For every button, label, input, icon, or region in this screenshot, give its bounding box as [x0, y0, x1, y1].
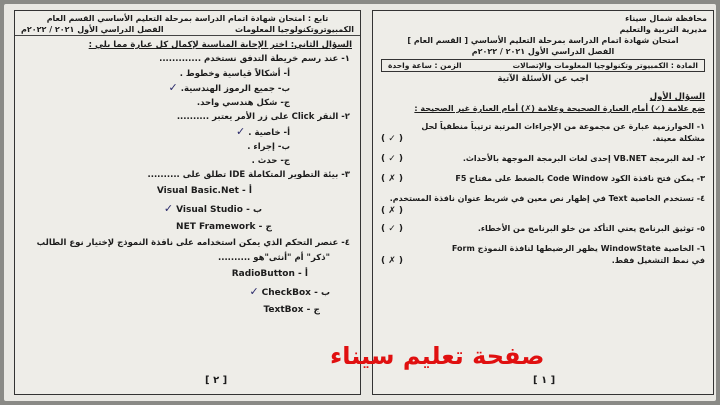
- q2-3-option-b: ✓ Visual Studio - ب: [163, 202, 262, 215]
- statement-3: ٣- يمكن فتح نافذة الكود Code Window بالضغط على مفتاح F5 ( ✗ ): [381, 174, 705, 184]
- watermark-text: صفحة تعليم سيناء: [330, 342, 545, 370]
- statement-6: ٦- الخاصية WindowState يظهر الرضيطها لنافذة النموذج Form: [451, 244, 705, 253]
- answer-4: ( ✗ ): [381, 206, 404, 216]
- question-1-instructions: ضع علامة (✓) أمام العبارة الصحيحة وعلامة (✗) أمام العبارة غير الصحيحة :: [414, 104, 705, 113]
- question-2-title: السؤال الثاني: اختر الإجابة المناسبة لإكمال كل عبارة مما يلي :: [88, 40, 352, 50]
- answer-2: ( ✓ ): [381, 154, 404, 164]
- header-subject: الكمبيوتروتكنولوجيا المعلومات: [235, 25, 354, 34]
- q2-4-option-c: TextBox - ج: [263, 305, 320, 315]
- q2-item-4-line-1: ٤- عنصر التحكم الذي يمكن استخدامه على نافذة النموذج لإختيار نوع الطالب: [36, 238, 350, 248]
- page-2-header: [15, 11, 360, 36]
- statement-4: ٤- تستخدم الخاصية Text في إظهار نص معين في شريط عنوان نافذة المستخدم.: [389, 194, 705, 203]
- answer-1: ( ✓ ): [381, 134, 404, 144]
- q2-2-option-c: ج- حدث .: [251, 156, 290, 166]
- page-number-2: [ ٢ ]: [205, 375, 228, 386]
- header-term: الفصل الدراسي الأول ٢٠٢١ / ٢٠٢٢م: [471, 47, 615, 56]
- q2-4-option-a: RadioButton - أ: [231, 269, 308, 279]
- header-directorate: مديرية التربية والتعليم: [619, 25, 707, 34]
- q2-2-option-b: ب- إجراء .: [247, 142, 290, 152]
- statement-5: ٥- توثيق البرنامج يعني التأكد من خلو البرنامج من الأخطاء. ( ✓ ): [381, 224, 705, 234]
- header-term: الفصل الدراسي الأول ٢٠٢١ / ٢٠٢٢م: [21, 25, 164, 34]
- statement-1: ١- الخوارزمية عبارة عن مجموعة من الإجراءات المرتبة ترتيباً منطقياً لحل: [421, 122, 705, 131]
- header-exam-title: امتحان شهادة اتمام الدراسة بمرحلة التعليم الأساسي [ القسم العام ]: [407, 36, 679, 45]
- q2-3-option-a: Visual Basic.Net - أ: [156, 186, 252, 196]
- check-mark-icon: ✓: [163, 202, 174, 215]
- exam-sheet: [4, 4, 716, 401]
- duration-label: الزمن : ساعة واحدة: [388, 61, 462, 70]
- q2-1-option-c: ج- شكل هندسي واحد.: [196, 98, 290, 108]
- header-governorate: محافظة شمال سيناء: [625, 14, 707, 23]
- page-1-header: [373, 11, 713, 57]
- answer-5: ( ✓ ): [381, 224, 404, 234]
- q2-1-option-a: أ- أشكالاً قياسية وخطوط .: [179, 69, 290, 79]
- q2-item-4-line-2: "ذكر" أم "أنثى"هو ..........: [217, 253, 330, 263]
- check-mark-icon: ✓: [168, 81, 178, 94]
- exam-page-1: [372, 10, 714, 395]
- q2-item-3: ٣- بيئة التطوير المتكاملة IDE تطلق على ..........: [147, 170, 350, 180]
- check-mark-icon: ✓: [249, 285, 259, 298]
- exam-page-2: [14, 10, 361, 395]
- page-number-1: [ ١ ]: [533, 375, 556, 386]
- statement-6-cont: في نمط التشغيل فقط. ( ✗ ): [381, 256, 705, 266]
- statement-2: ٢- لغة البرمجة VB.NET إحدى لغات البرمجة الموجهة بالأحداث. ( ✓ ): [381, 154, 705, 164]
- statement-1-cont: مشكلة معينة. ( ✓ ): [381, 134, 705, 144]
- subject-box: [381, 59, 705, 72]
- statement-4-answer-row: [373, 205, 713, 217]
- check-mark-icon: ✓: [236, 125, 246, 138]
- answer-6: ( ✗ ): [381, 256, 404, 266]
- subject-label: المادة : الكمبيوتر وتكنولوجيا المعلومات والإتصالات: [512, 61, 698, 70]
- answer-3: ( ✗ ): [381, 174, 404, 184]
- q2-item-2: ٢- النقر Click على زر الأمر يعتبر ..........: [176, 112, 350, 122]
- q2-1-option-b: ب- جميع الرموز الهندسية.✓: [168, 81, 290, 94]
- answer-prompt: اجب عن الأسئلة الآتية: [497, 74, 589, 84]
- header-line-1: تابع : امتحان شهادة اتمام الدراسة بمرحلة التعليم الأساسي القسم العام: [46, 14, 329, 23]
- q2-item-1: ١- عند رسم خريطة التدفق نستخدم .............: [159, 54, 350, 64]
- q2-2-option-a: أ- خاصية .✓: [236, 125, 290, 138]
- question-1-title: السؤال الأول: [649, 92, 705, 102]
- q2-4-option-b: ✓ CheckBox - ب: [249, 285, 330, 298]
- q2-3-option-c: NET Framework - ج: [176, 222, 272, 232]
